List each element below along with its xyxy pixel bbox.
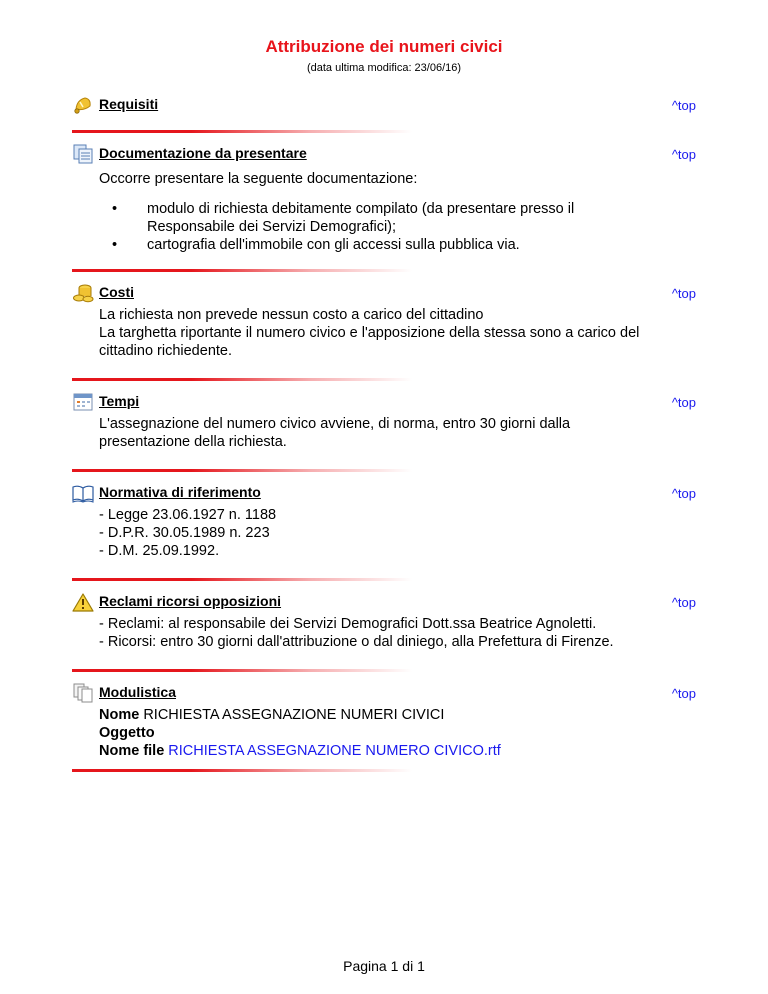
section-reclami <box>72 592 696 651</box>
top-link[interactable]: ^top <box>671 395 696 410</box>
section-title-costi: Costi <box>99 284 134 300</box>
section-title-modulistica: Modulistica <box>99 684 177 700</box>
nome-label: Nome <box>99 707 140 723</box>
list-item: • cartografia dell'immobile con gli accessi sulla pubblica via. <box>99 236 627 254</box>
last-modified-date: (data ultima modifica: 23/06/16) <box>306 62 462 74</box>
warning-icon <box>72 592 94 612</box>
nome-value: RICHIESTA ASSEGNAZIONE NUMERI CIVICI <box>143 707 445 723</box>
section-divider <box>72 669 412 672</box>
normativa-line: - D.P.R. 30.05.1989 n. 223 <box>99 525 270 541</box>
modulistica-nome-file <box>99 742 696 760</box>
page-number: Pagina 1 di 1 <box>343 958 425 974</box>
top-link[interactable]: ^top <box>671 147 696 162</box>
section-divider <box>72 269 412 272</box>
section-divider <box>72 130 412 133</box>
copy-pages-icon <box>72 683 94 703</box>
section-divider <box>72 378 412 381</box>
modulistica-oggetto <box>99 724 696 742</box>
costi-line: La targhetta riportante il numero civico e l'apposizione della stessa sono a carico del cittadino richiedente. <box>99 325 640 359</box>
coins-icon <box>72 283 94 303</box>
modulistica-nome <box>99 706 696 724</box>
list-item: • modulo di richiesta debitamente compilato (da presentare presso il Responsabile dei Servizi Demografici); <box>99 200 627 236</box>
section-divider <box>72 578 412 581</box>
section-documentazione <box>72 144 696 254</box>
tempi-text: L'assegnazione del numero civico avviene, di norma, entro 30 giorni dalla presentazione della richiesta. <box>99 416 571 450</box>
bell-icon <box>72 95 94 115</box>
book-icon <box>72 483 94 503</box>
calendar-icon <box>72 392 94 412</box>
documentazione-intro: Occorre presentare la seguente documentazione: <box>99 171 418 187</box>
top-link[interactable]: ^top <box>671 486 696 501</box>
section-requisiti <box>72 95 696 115</box>
reclami-line: - Reclami: al responsabile dei Servizi Demografici Dott.ssa Beatrice Agnoletti. <box>99 616 597 632</box>
section-title-requisiti: Requisiti <box>99 96 159 112</box>
nome-file-label: Nome file <box>99 743 165 759</box>
top-link[interactable]: ^top <box>671 98 696 113</box>
costi-line: La richiesta non prevede nessun costo a carico del cittadino <box>99 307 484 323</box>
section-title-reclami: Reclami ricorsi opposizioni <box>99 593 282 609</box>
top-link[interactable]: ^top <box>671 595 696 610</box>
normativa-line: - D.M. 25.09.1992. <box>99 543 220 559</box>
reclami-line: - Ricorsi: entro 30 giorni dall'attribuzione o dal diniego, alla Prefettura di Firenze. <box>99 634 614 650</box>
top-link[interactable]: ^top <box>671 686 696 701</box>
documents-icon <box>72 144 94 164</box>
section-divider <box>72 469 412 472</box>
oggetto-label: Oggetto <box>99 725 155 741</box>
section-title-documentazione: Documentazione da presentare <box>99 145 307 161</box>
section-title-tempi: Tempi <box>99 393 140 409</box>
section-title-normativa: Normativa di riferimento <box>99 484 261 500</box>
section-modulistica <box>72 683 696 760</box>
page-title: Attribuzione dei numeri civici <box>265 37 503 56</box>
section-costi <box>72 283 696 360</box>
section-normativa <box>72 483 696 560</box>
documentazione-list <box>99 200 696 254</box>
section-tempi <box>72 392 696 451</box>
top-link[interactable]: ^top <box>671 286 696 301</box>
normativa-line: - Legge 23.06.1927 n. 1188 <box>99 507 277 523</box>
file-download-link[interactable]: RICHIESTA ASSEGNAZIONE NUMERO CIVICO.rtf <box>168 743 501 759</box>
section-divider <box>72 769 412 772</box>
